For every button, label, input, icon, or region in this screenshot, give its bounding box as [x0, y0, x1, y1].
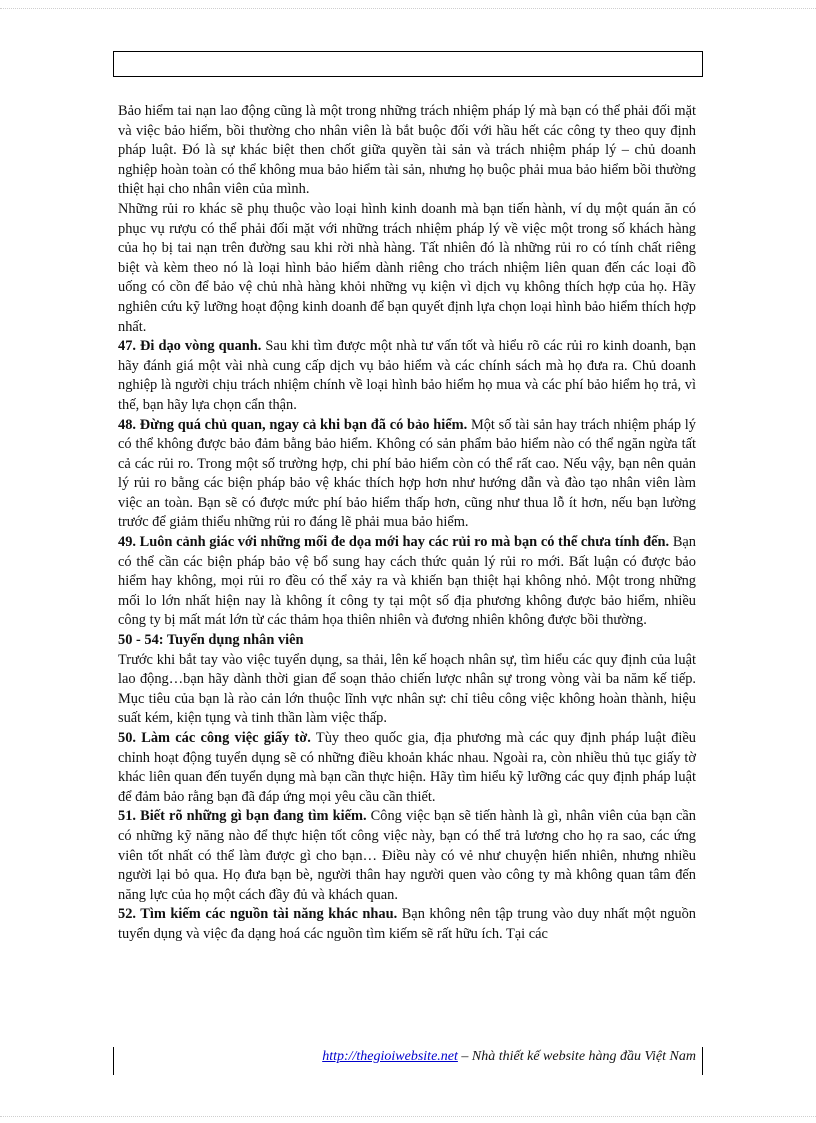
page-header-box: [113, 51, 703, 77]
page-top-border: [0, 8, 816, 9]
page-bottom-border: [0, 1116, 816, 1117]
paragraph: 48. Đừng quá chủ quan, ngay cả khi bạn đã có bảo hiểm. Một số tài sản hay trách nhiệm pháp lý có thể không được bảo đảm bằng bảo hiểm. Không có sản phẩm bảo hiểm nào có thể ngăn ngừa tất cả các rủi ro. Trong một số trường hợp, chi phí bảo hiểm còn có thể rất cao. Nếu vậy, bạn nên quản lý rủi ro bằng các biện pháp bảo vệ khác thích hợp hơn như hướng dẫn và đào tạo nhân viên làm việc an toàn. Bạn sẽ có được mức phí bảo hiểm thấp hơn, cũng như thua lỗ ít hơn, nếu bạn lường trước để giảm thiểu những rủi ro đáng lẽ phải mua bảo hiểm.: [118, 416, 696, 531]
section-heading: 47. Đi dạo vòng quanh.: [118, 338, 262, 355]
footer-link[interactable]: http://thegioiwebsite.net: [322, 1049, 458, 1064]
paragraph: 51. Biết rõ những gì bạn đang tìm kiếm. Công việc bạn sẽ tiến hành là gì, nhân viên của bạn cần có những kỹ năng nào để thực hiện tốt công việc này, bạn có thể trả lương cho họ ra sao, các ứng viên tốt nhất có thể làm được gì cho bạn… Điều này có vẻ như chuyện hiển nhiên, nhưng nhiều người lại bỏ qua. Họ đưa bạn bè, người thân hay người quen vào công ty mà không quan tâm đến năng lực của họ một cách đầy đủ và khách quan.: [118, 808, 697, 903]
document-body: [118, 102, 696, 945]
section-heading: 51. Biết rõ những gì bạn đang tìm kiếm.: [118, 808, 367, 825]
section-heading: 49. Luôn cảnh giác với những mối đe dọa mới hay các rủi ro mà bạn có thể chưa tính đến.: [118, 534, 670, 551]
paragraph: Trước khi bắt tay vào việc tuyển dụng, sa thải, lên kế hoạch nhân sự, tìm hiểu các quy định của luật lao động…bạn hãy dành thời gian để soạn thảo chiến lược nhân sự trong vòng vài ba năm kế tiếp. Mục tiêu của bạn là rào cản lớn thuộc lĩnh vực nhân sự: chỉ tiêu công việc không hoàn thành, hiệu suất kém, kiện tụng và tinh thần làm việc thấp.: [118, 651, 696, 727]
paragraph: 52. Tìm kiếm các nguồn tài năng khác nhau. Bạn không nên tập trung vào duy nhất một nguồn tuyển dụng và việc đa dạng hoá các nguồn tìm kiếm sẽ rất hữu ích. Tại các: [118, 906, 696, 942]
section-heading: 52. Tìm kiếm các nguồn tài năng khác nhau.: [118, 906, 398, 923]
page-footer: [113, 1047, 703, 1075]
footer-tagline: – Nhà thiết kế website hàng đầu Việt Nam: [457, 1049, 696, 1064]
section-heading: 48. Đừng quá chủ quan, ngay cả khi bạn đã có bảo hiểm.: [118, 416, 468, 433]
paragraph: 47. Đi dạo vòng quanh. Sau khi tìm được một nhà tư vấn tốt và hiểu rõ các rủi ro kinh doanh, bạn hãy đánh giá một vài nhà cung cấp dịch vụ bảo hiểm và các chính sách mà họ đưa ra. Chủ doanh nghiệp là người chịu trách nhiệm chính về loại hình bảo hiểm họ mua và các phí bảo hiểm họ trả, vì thế, bạn hãy lựa chọn cẩn thận.: [118, 338, 696, 413]
paragraph: 49. Luôn cảnh giác với những mối đe dọa mới hay các rủi ro mà bạn có thể chưa tính đến. Bạn có thể cần các biện pháp bảo vệ bổ sung hay cách thức quản lý rủi ro mới. Bất luận có được bảo hiểm hay không, mọi rủi ro đều có thể xảy ra và khiến bạn thiệt hại không nhỏ. Một trong những mối lo lớn nhất hiện nay là không ít công ty tại một số địa phương không được bảo hiểm, nhiều công ty bị mất mát lớn từ các thảm họa thiên nhiên và đương nhiên không được bồi thường.: [118, 534, 696, 629]
chapter-heading: 50 - 54: Tuyển dụng nhân viên: [118, 632, 304, 649]
paragraph: Những rủi ro khác sẽ phụ thuộc vào loại hình kinh doanh mà bạn tiến hành, ví dụ một quán ăn có phục vụ rượu có thể phải đối mặt với những trách nhiệm pháp lý về việc một trong số khách hàng của họ bị tai nạn trên đường sau khi rời nhà hàng. Tất nhiên đó là những rủi ro có tính chất riêng biệt và kèm theo nó là loại hình bảo hiểm dành riêng cho trách nhiệm liên quan đến các loại đồ uống có cồn để bảo vệ chủ nhà hàng khỏi những vụ kiện vì dịch vụ không thích hợp của họ. Hãy nghiên cứu kỹ lưỡng hoạt động kinh doanh để bạn quyết định lựa chọn loại hình bảo hiểm thích hợp nhất.: [118, 200, 696, 335]
section-heading: 50. Làm các công việc giấy tờ.: [118, 730, 311, 746]
paragraph: Bảo hiểm tai nạn lao động cũng là một trong những trách nhiệm pháp lý mà bạn có thể phải đối mặt và việc bảo hiểm, bồi thường cho nhân viên là bắt buộc đối với hầu hết các công ty theo quy định pháp luật. Đó là sự khác biệt then chốt giữa quyền tài sản và trách nhiệm pháp lý – chủ doanh nghiệp hoàn toàn có thể không mua bảo hiểm tài sản, nhưng họ buộc phải mua bảo hiểm bồi thường thiệt hại cho nhân viên của mình.: [118, 103, 696, 198]
paragraph: 50. Làm các công việc giấy tờ. Tùy theo quốc gia, địa phương mà các quy định pháp luật điều chỉnh hoạt động tuyển dụng sẽ có những điều khoản khác nhau. Ngoài ra, còn nhiều thủ tục giấy tờ khác liên quan đến tuyển dụng mà bạn cần thực hiện. Hãy tìm hiểu kỹ lưỡng các quy định pháp luật để đảm bảo rằng bạn đã đáp ứng mọi yêu cầu cần thiết.: [118, 730, 696, 805]
